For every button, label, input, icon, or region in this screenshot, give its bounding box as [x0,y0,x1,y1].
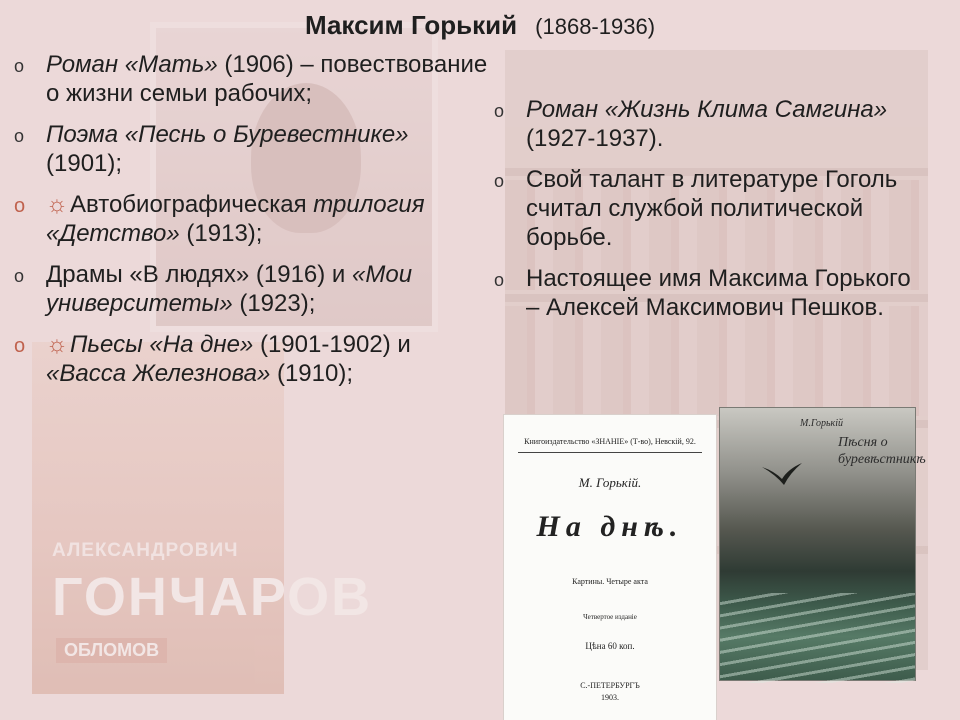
list-item [10,260,490,318]
left-bullet-list [10,50,490,400]
bullet-icon: o [494,270,505,290]
slide-title [0,8,960,44]
bullet-icon: o [14,335,26,357]
pesnya-burevestnik-book-cover [720,408,926,680]
cover-city: С.-ПЕТЕРБУРГЪ [580,681,640,690]
item-text: «Мои университеты» [46,261,413,317]
book-author-surname: ГОНЧАРОВ [52,567,373,627]
cover-publisher: Книгоиздательство «ЗНАНІЕ» (Т-во), Невскій, 92. [524,437,696,446]
cover-rule [518,452,702,453]
item-text: Роман «Мать» [46,51,218,78]
sun-icon: ☼ [46,331,68,358]
cover-price: Цѣна 60 коп. [585,641,635,651]
na-dne-book-cover [504,415,716,720]
bullet-icon: o [14,195,26,217]
item-text: Автобиографическая [70,191,314,218]
bullet-icon: o [14,56,25,76]
cover-author: М.Горькій [800,418,844,429]
list-item [490,165,920,252]
book-author-first-name: АЛЕКСАНДРОВИЧ [52,540,239,561]
item-text: Пьесы «На дне» [70,331,254,358]
petrel-bird-icon [762,463,802,489]
cover-title: Пѣсня о буревѣстникѣ [838,435,926,467]
item-text: трилогия «Детство» [46,191,425,247]
bullet-icon: o [494,171,505,191]
list-item [10,50,490,108]
item-text: (1927-1937). [526,125,664,152]
cover-author: М. Горькій. [578,475,642,490]
cover-year: 1903. [601,693,619,702]
bullet-icon: o [14,126,25,146]
cover-edition: Четвертое изданіе [583,613,637,621]
title-years: (1868-1936) [535,14,656,39]
right-bullet-list [490,95,920,334]
list-item [490,264,920,322]
list-item [10,120,490,178]
bullet-icon: o [14,266,25,286]
item-text: (1923); [232,290,316,317]
item-text: Свой талант в литературе Гоголь считал службой политической борьбе. [526,166,898,251]
item-text: (1906) – повествование о жизни семьи рабочих; [46,51,488,107]
sun-icon: ☼ [46,191,68,218]
list-item [10,330,490,388]
item-text: (1910); [270,360,354,387]
title-name: Максим Горький [304,10,518,40]
item-text: Роман «Жизнь Клима Самгина» [526,96,888,123]
item-text: (1913); [179,220,263,247]
item-text: Настоящее имя Максима Горького – Алексей Максимович Пешков. [526,265,911,321]
item-text: (1901-1902) и [253,331,411,358]
cover-genre: Картины. Четыре акта [572,577,648,586]
book-title: ОБЛОМОВ [56,638,167,663]
item-text: Поэма «Песнь о Буревестнике» [46,121,409,148]
list-item [490,95,920,153]
item-text: Драмы «В людях» (1916) и [46,261,352,288]
cover-title: На днѣ. [536,510,684,543]
item-text: (1901); [46,150,123,177]
sea-waves [720,593,915,683]
list-item [10,190,490,248]
item-text: «Васса Железнова» [46,360,271,387]
bullet-icon: o [494,101,505,121]
